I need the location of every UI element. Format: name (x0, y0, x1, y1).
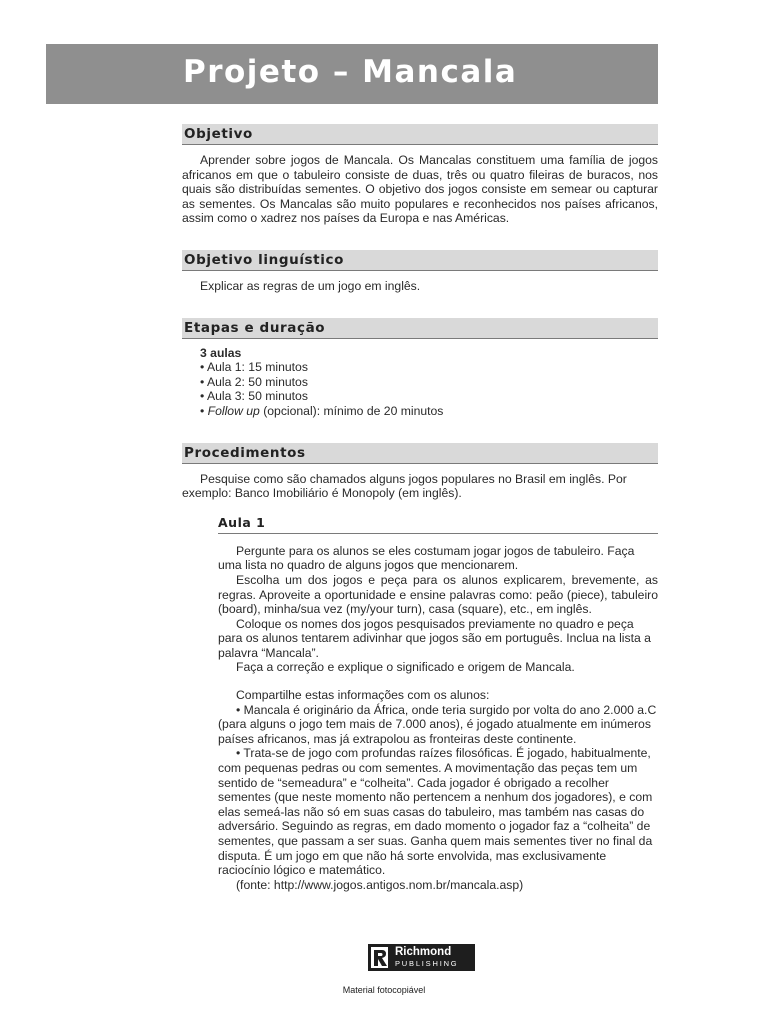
title-banner (46, 44, 658, 104)
richmond-r-icon (368, 944, 392, 971)
procedimentos-intro: Pesquise como são chamados alguns jogos populares no Brasil em inglês. Por exemplo: Banco Imobiliário é Monopoly (em inglês). (182, 471, 627, 501)
share-intro: Compartilhe estas informações com os alunos: (236, 688, 490, 703)
aula-1-paragraph: Escolha um dos jogos e peça para os alunos explicarem, brevemente, as regras. Aproveite a oportunidade e ensine palavras como: peão (piece), tabuleiro (board), minha/sua vez (my/your turn), casa (square), etc., em inglês. (218, 572, 658, 617)
footer-note: Material fotocopiável (342, 985, 426, 995)
section-heading-objetivo: Objetivo (182, 124, 658, 145)
logo-brand-text: Richmond (395, 945, 452, 958)
section-heading-etapas: Etapas e duração (182, 318, 658, 339)
aula-1-paragraph: Faça a correção e explique o significado e origem de Mancala. (236, 660, 575, 675)
followup-rest: (opcional): mínimo de 20 minutos (259, 403, 444, 418)
page-title: Projeto – Mancala (183, 54, 518, 90)
aula-1-block (218, 515, 658, 893)
document-body (182, 124, 658, 892)
etapas-item: • Aula 1: 15 minutos (200, 360, 308, 375)
etapas-list (200, 346, 658, 419)
followup-label: Follow up (207, 403, 260, 418)
aula-1-heading: Aula 1 (218, 515, 658, 534)
objetivo-text: Aprender sobre jogos de Mancala. Os Mancalas constituem uma família de jogos africanos em que o tabuleiro consiste de duas, três ou quatro fileiras de buracos, nos quais são distribuídas sementes. O objetivo dos jogos consiste em semear ou capturar as sementes. Os Mancalas são muito populares e reconhecidos nos países africanos, assim como o xadrez nos países da Europa e nas Américas. (182, 153, 658, 226)
richmond-logo (368, 944, 475, 971)
aula-1-paragraph: Pergunte para os alunos se eles costumam jogar jogos de tabuleiro. Faça uma lista no quadro de alguns jogos que mencionarem. (218, 543, 635, 573)
fact-item: • Trata-se de jogo com profundas raízes filosóficas. É jogado, habitualmente, com pequenas pedras ou com sementes. A movimentação das peças tem um sentido de “semeadura” e “colheita”. Cada jogador é obrigado a recolher sementes (que neste momento não pertencem a nenhum dos jogadores), e com elas semeá-las não só em suas casas do tabuleiro, mas também nas casas do adversário. Seguindo as regras, em dado momento o jogador faz a “colheita” de sementes, que passam a ser suas. Ganha quem mais sementes tiver no final da disputa. É um jogo em que não há sorte envolvida, mas exclusivamente raciocínio lógico e matemático. (218, 746, 653, 878)
section-heading-objetivo-linguistico: Objetivo linguístico (182, 250, 658, 271)
fact-item: • Mancala é originário da África, onde teria surgido por volta do ano 2.000 a.C (para alguns o jogo tem mais de 7.000 anos), é jogado atualmente em inúmeros países africanos, mas já extrapolou as fronteiras deste continente. (218, 702, 657, 746)
objetivo-linguistico-text: Explicar as regras de um jogo em inglês. (200, 278, 421, 293)
followup-bullet: • (200, 403, 208, 418)
logo-sub-text: PUBLISHING (395, 958, 459, 968)
etapas-item: • Aula 3: 50 minutos (200, 389, 308, 404)
etapas-total: 3 aulas (200, 345, 242, 360)
aula-1-paragraph: Coloque os nomes dos jogos pesquisados previamente no quadro e peça para os alunos tentarem adivinhar que jogos são em português. Inclua na lista a palavra “Mancala”. (218, 616, 651, 660)
etapas-item-followup (200, 404, 658, 419)
etapas-item: • Aula 2: 50 minutos (200, 374, 308, 389)
source-citation: (fonte: http://www.jogos.antigos.nom.br/mancala.asp) (236, 877, 524, 892)
section-heading-procedimentos: Procedimentos (182, 443, 658, 464)
